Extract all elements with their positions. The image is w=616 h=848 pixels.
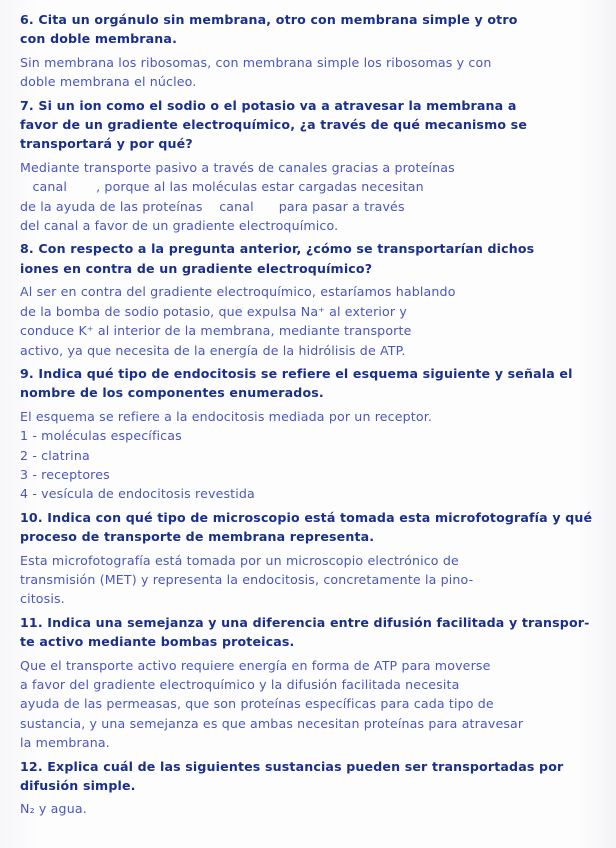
answer-12 <box>20 799 606 818</box>
answer-line: Que el transporte activo requiere energía en forma de ATP para moverse <box>20 657 491 673</box>
question-12 <box>20 757 606 796</box>
question-6 <box>20 10 606 49</box>
list-item: 3 - receptores <box>20 466 110 482</box>
question-line: 6. Cita un orgánulo sin membrana, otro con membrana simple y otro <box>20 12 518 27</box>
question-line: 12. Explica cuál de las siguientes sustancias pueden ser transportadas por <box>20 758 564 774</box>
answer-8 <box>20 282 606 360</box>
list-item: 4 - vesícula de endocitosis revestida <box>20 486 255 502</box>
question-line: 11. Indica una semejanza y una diferencia entre difusión facilitada y transpor- <box>20 614 590 630</box>
answer-line: Al ser en contra del gradiente electroquímico, estaríamos hablando <box>20 284 456 300</box>
answer-7 <box>20 158 606 236</box>
answer-line: El esquema se refiere a la endocitosis mediada por un receptor. <box>20 408 433 424</box>
question-line: difusión simple. <box>20 778 136 794</box>
answer-line: doble membrana el núcleo. <box>20 74 197 90</box>
answer-line: de la bomba de sodio potasio, que expulsa Na⁺ al exterior y <box>20 303 407 319</box>
question-line: transportará y por qué? <box>20 136 193 152</box>
answer-line: N₂ y agua. <box>20 801 87 817</box>
question-line: 10. Indica con qué tipo de microscopio está tomada esta microfotografía y qué <box>20 509 593 525</box>
question-line: nombre de los componentes enumerados. <box>20 385 324 401</box>
question-9 <box>20 364 606 403</box>
answer-10 <box>20 551 606 609</box>
question-8 <box>20 239 606 278</box>
list-item: 1 - moléculas específicas <box>20 428 182 444</box>
answer-line: activo, ya que necesita de la energía de la hidrólisis de ATP. <box>20 342 406 358</box>
answer-6 <box>20 53 606 92</box>
question-line: con doble membrana. <box>20 31 178 47</box>
question-7 <box>20 96 606 154</box>
answer-line: Esta microfotografía está tomada por un microscopio electrónico de <box>20 552 459 568</box>
answer-line: de la ayuda de las proteínas canal para pasar a través <box>20 198 405 214</box>
answer-line: del canal a favor de un gradiente electroquímico. <box>20 218 339 234</box>
answer-9 <box>20 407 606 504</box>
question-line: 8. Con respecto a la pregunta anterior, ¿cómo se transportarían dichos <box>20 241 535 257</box>
question-10 <box>20 508 606 547</box>
question-line: proceso de transporte de membrana representa. <box>20 529 375 545</box>
question-line: iones en contra de un gradiente electroquímico? <box>20 260 373 276</box>
answer-line: la membrana. <box>20 735 110 751</box>
answer-11 <box>20 656 606 753</box>
answer-line: ayuda de las permeasas, que son proteínas específicas para cada tipo de <box>20 696 494 712</box>
answer-line: conduce K⁺ al interior de la membrana, mediante transporte <box>20 323 412 339</box>
answer-line: Sin membrana los ribosomas, con membrana simple los ribosomas y con <box>20 54 492 70</box>
answer-line: citosis. <box>20 591 65 607</box>
list-item: 2 - clatrina <box>20 447 90 463</box>
answer-line: a favor del gradiente electroquímico y la difusión facilitada necesita <box>20 677 460 692</box>
question-11 <box>20 613 606 652</box>
question-line: te activo mediante bombas proteicas. <box>20 634 295 650</box>
question-line: favor de un gradiente electroquímico, ¿a través de qué mecanismo se <box>20 117 528 133</box>
answer-line: transmisión (MET) y representa la endocitosis, concretamente la pino- <box>20 571 474 587</box>
question-line: 7. Si un ion como el sodio o el potasio va a atravesar la membrana a <box>20 97 517 113</box>
answer-line: canal , porque al las moléculas estar cargadas necesitan <box>20 179 424 195</box>
question-line: 9. Indica qué tipo de endocitosis se refiere el esquema siguiente y señala el <box>20 365 573 381</box>
answer-line: sustancia, y una semejanza es que ambas necesitan proteínas para atravesar <box>20 715 524 731</box>
answer-line: Mediante transporte pasivo a través de canales gracias a proteínas <box>20 159 455 175</box>
